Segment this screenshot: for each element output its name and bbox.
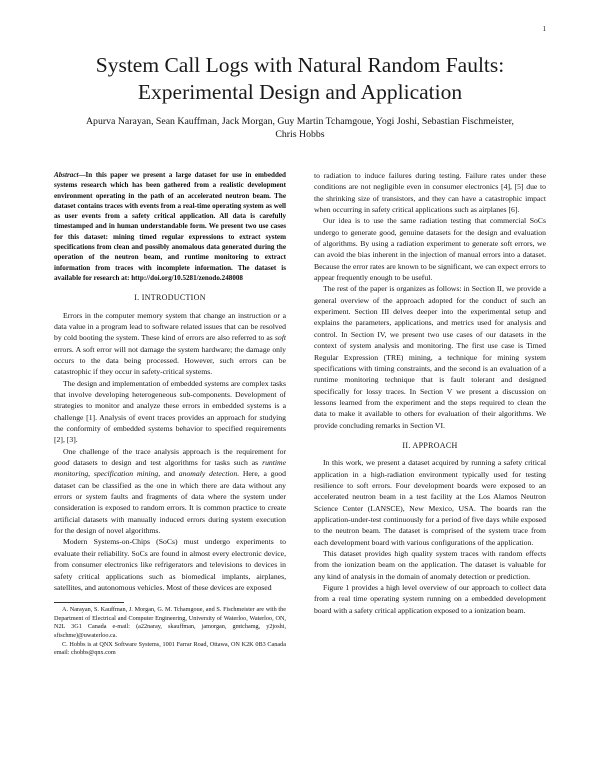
abstract-label: Abstract	[54, 171, 79, 179]
right-paragraph-1: to radiation to induce failures during testing. Failure rates under these conditions are not negligible even in consumer electronics [4], [5] due to the shrinking size of transistors, and they can have a catastrophic impact when occurring in safety critical applications such as airplanes [6].	[314, 171, 546, 215]
intro-p1-emphasis: soft	[274, 333, 286, 343]
abstract-text: —In this paper we present a large dataset for use in embedded systems research which has been gathered from a realistic development environment operating in the path of an accelerated neutron beam. The dataset contains traces with events from a real-time operating system as well as user events from a safety critical application. All data is carefully timestamped and in human understandable form. We present two use cases for this dataset: mining timed regular expressions to extract system specifications from clean and possibly anomalous data generated during the operation of the neutron beam, and runtime monitoring to extract information from traces with incomplete information. The dataset is available for research at: http://doi.org/10.5281/zenodo.248008	[54, 171, 286, 282]
author-list	[60, 115, 540, 141]
abstract	[54, 170, 286, 283]
intro-p3-text-e: . Here, a good dataset can be classified as the one in which there are data without any errors or system faults and fragments of data where the system under consideration is exposed to random errors. It is common practice to create artificial datasets with manually induced errors during system execution for the design of novel algorithms.	[54, 469, 286, 536]
right-column	[314, 170, 546, 616]
title-line-1: System Call Logs with Natural Random Faults:	[95, 53, 505, 77]
intro-p3-em-runtime: runtime monitoring	[54, 458, 286, 479]
intro-paragraph-1	[54, 310, 286, 378]
intro-p1-text-a: Errors in the computer memory system that change an instruction or a data value in a program lead to software related issues that can be resolved by cold booting the system. These kind of errors are also referred to as	[54, 310, 286, 343]
approach-paragraph-3: Figure 1 provides a high level overview of our approach to collect data from a real time operating system running on a embedded development board with a safety critical application exposed to a ionization beam.	[314, 583, 546, 615]
left-column	[54, 170, 286, 658]
intro-paragraph-3	[54, 446, 286, 537]
approach-paragraph-1: In this work, we present a dataset acquired by running a safety critical application in a high-radiation environment typically used for testing resilience to soft errors. Four development boards were exposed to an accelerated neutron beam in a test facility at the Los Alamos Neutron Science Center (LANSCE), New Mexico, USA. The boards ran the application-under-test continuously for a period of five days while exposed to the neutron beam. The dataset is comprised of the system trace from each development board with various configurations of the application.	[314, 458, 546, 547]
page-number: 1	[542, 25, 546, 33]
intro-p3-em-anomaly: anomaly detection	[178, 469, 238, 479]
intro-paragraph-2: The design and implementation of embedded systems are complex tasks that involve developing heterogeneous sub-components. Development of strategies to monitor and analyze these errors in embedded systems is a challenge [1]. Analysis of event traces provides an approach for studying the conformity of embedded systems behavior to specified requirements [2], [3].	[54, 378, 286, 445]
authors-line-2: Chris Hobbs	[275, 129, 325, 140]
paper-title	[40, 52, 560, 106]
footnote-affiliation-2: C. Hobbs is at QNX Software Systems, 1001 Farrar Road, Ottawa, ON K2K 0B3 Canada email: chobbs@qnx.com	[54, 640, 286, 657]
intro-p3-text-c: ,	[88, 469, 94, 479]
section-heading-approach: II. APPROACH	[402, 440, 458, 450]
footnote-divider	[54, 602, 124, 603]
intro-p1-text-b: errors. A soft error will not damage the system hardware; the damage only occurs to the data being processed. However, such errors can be catastrophic if they occur in safety-critical systems.	[54, 344, 286, 377]
right-paragraph-2: Our idea is to use the same radiation testing that commercial SoCs undergo to generate good, genuine datasets for the design and evaluation of algorithms. By using a radiation experiment to generate soft errors, we can avoid the bias inherent in the injection of manual errors into a dataset. Because the error rates are known to be significant, we can expect errors to appear frequently enough to be useful.	[314, 216, 546, 283]
section-heading-introduction: I. INTRODUCTION	[134, 293, 206, 303]
intro-p3-em-good: good	[54, 458, 70, 468]
intro-p3-text-d: , and	[158, 469, 179, 479]
footnote-affiliation-1: A. Narayan, S. Kauffman, J. Morgan, G. M. Tchamgoue, and S. Fischmeister are with the Department of Electrical and Computer Engineering, University of Waterloo, Waterloo, ON, N2L 3G1 Canada e-mail: (a22naray, skauffman, jamorgan, gmtchamg, y2joshi, sfischme)@uwaterloo.ca.	[54, 606, 286, 639]
intro-p3-text-b: datasets to design and test algorithms for tasks such as	[69, 458, 263, 468]
intro-paragraph-4: Modern Systems-on-Chips (SoCs) must undergo experiments to evaluate their reliability. SoCs are found in almost every electronic device, from consumer electronics like refrigerators and televisions to devices in safety critical applications such as biomedical implants, airplanes, satellites, and autonomous vehicles. Most of these devices are exposed	[54, 537, 286, 592]
approach-paragraph-2: This dataset provides high quality system traces with random effects from the ionization beam on the application. The dataset is valuable for any kind of analysis in the domain of anomaly detection or prediction.	[314, 549, 546, 581]
authors-line-1: Apurva Narayan, Sean Kauffman, Jack Morgan, Guy Martin Tchamgoue, Yogi Joshi, Sebastian Fischmeister,	[85, 116, 514, 127]
intro-p3-em-spec: specification mining	[93, 469, 159, 479]
intro-p3-text-a: One challenge of the trace analysis approach is the requirement for	[63, 446, 286, 456]
right-paragraph-3: The rest of the paper is organizes as follows: in Section II, we provide a general overview of the approach adopted for the conduct of such an experiment. Section III delves deeper into the experimental setup and explains the parameters, applications, and metrics used for analysis and control. In Section IV, we present two use cases of our datasets in the context of system analysis and monitoring. The first use case is Timed Regular Expression (TRE) mining, a technique for mining system specifications with timing constraints, and the second is an evaluation of a runtime monitoring technique that is fault tolerant and designed specifically for lossy traces. In Section V we present a discussion on lessons learned from the experiment and the steps required to clean the data to make it available to others for evaluation of their algorithms. We provide concluding remarks in Section VI.	[314, 284, 546, 430]
title-line-2: Experimental Design and Application	[137, 80, 463, 104]
